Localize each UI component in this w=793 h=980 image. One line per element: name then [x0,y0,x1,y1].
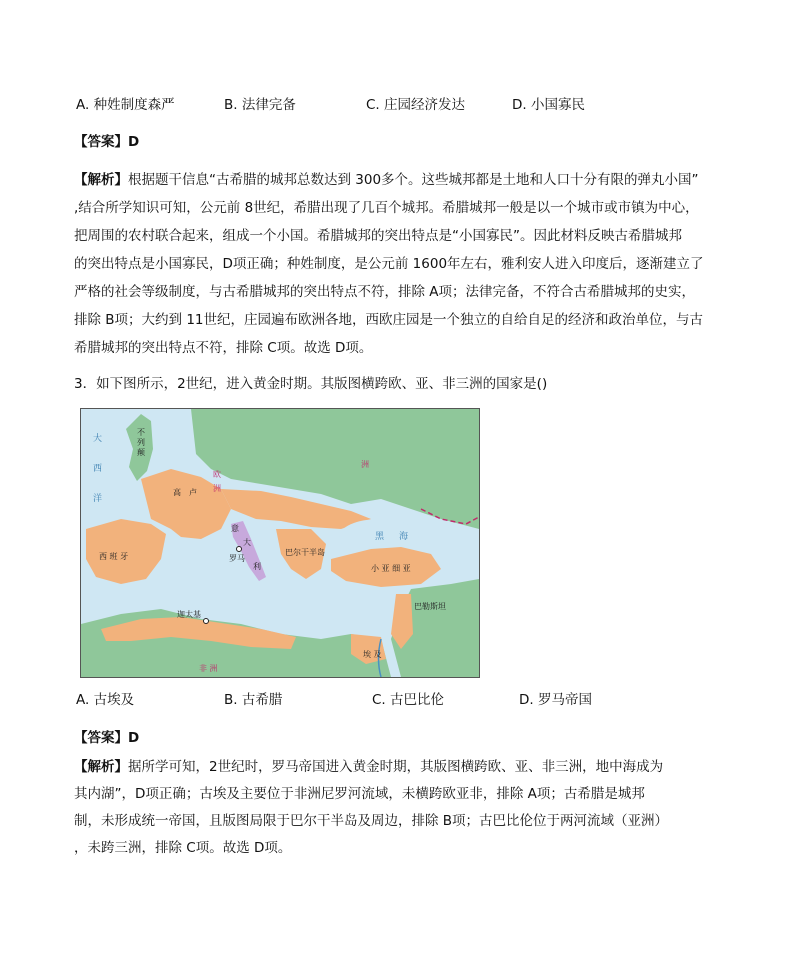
q2-answer [74,132,139,152]
q3-analysis-line-2: 其内湖”，D项正确；古埃及主要位于非洲尼罗河流域，未横跨欧亚非，排除 A项；古希腊是城邦 [74,786,645,802]
map-label-spain: 西 班 牙 [99,552,129,561]
q2-analysis-line-4: 的突出特点是小国寡民，D项正确；种姓制度，是公元前 1600年左右，雅利安人进入印度后，逐渐建立了 [74,256,704,272]
q3-analysis-line-3: 制，未形成统一帝国，且版图局限于巴尔干半岛及周边，排除 B项；古巴比伦位于两河流域（亚洲） [74,813,669,829]
rome-marker-icon [237,547,242,552]
q2-option-a: A. 种姓制度森严 [76,97,175,113]
map-label-balkan: 巴尔干半岛 [285,548,325,557]
map-label-gaul1: 高 [173,488,181,497]
q3-option-b: B. 古希腊 [224,692,283,708]
q3-option-a: A. 古埃及 [76,692,135,708]
q2-option-b: B. 法律完备 [224,97,296,113]
q2-analysis-line-2: ,结合所学知识可知，公元前 8世纪，希腊出现了几百个城邦。希腊城邦一般是以一个城市或市镇为中心， [74,200,699,216]
q2-answer-label: 【答案】 [74,134,128,150]
map-label-britain2: 列 [137,438,145,447]
q3-answer-value: D [128,730,140,746]
map-label-europe2: 洲 [213,484,221,493]
map-label-asia: 洲 [361,460,369,469]
map-label-ocean3: 洋 [93,494,103,504]
q3-answer [74,728,139,748]
map-label-carthage: 迦太基 [177,610,201,619]
q2-analysis-label: 【解析】 [74,172,128,188]
q2-analysis-line-3: 把周围的农村联合起来，组成一个小国。希腊城邦的突出特点是“小国寡民”。因此材料反映古希腊城邦 [74,228,682,244]
map-label-gaul2: 卢 [189,488,197,497]
q3-analysis-label: 【解析】 [74,759,128,775]
map-label-italy2: 大 [243,538,251,547]
q3-answer-label: 【答案】 [74,730,128,746]
q3-analysis-line-4: ，未跨三洲，排除 C项。故选 D项。 [74,840,292,856]
q3-option-c: C. 古巴比伦 [372,692,445,708]
map-label-italy1: 意 [231,524,239,533]
map-label-rome: 罗马 [229,554,245,563]
q2-answer-value: D [128,134,140,150]
map-label-ocean2: 西 [93,464,103,474]
q2-analysis-line-5: 严格的社会等级制度，与古希腊城邦的突出特点不符，排除 A项；法律完备，不符合古希腊城邦的史实， [74,284,696,300]
map-label-palestine: 巴勒斯坦 [414,602,446,611]
map-label-egypt: 埃 及 [363,650,382,659]
q2-analysis-line-6: 排除 B项；大约到 11世纪，庄园遍布欧洲各地，西欧庄园是一个独立的自给自足的经济和政治单位，与古 [74,312,704,328]
q2-analysis-line-7: 希腊城邦的突出特点不符，排除 C项。故选 D项。 [74,340,373,356]
q3-analysis-line-1: 【解析】据所学可知，2世纪时，罗马帝国进入黄金时期，其版图横跨欧、亚、非三洲，地中海成为 [74,759,664,775]
map-label-black-sea: 黑 [375,532,385,542]
map-label-sea-char: 海 [399,532,409,542]
q2-option-d: D. 小国寡民 [512,97,585,113]
q2-analysis-line-1: 【解析】根据题干信息“古希腊的城邦总数达到 300多个。这些城邦都是土地和人口十分有限的弹丸小国” [74,172,699,188]
q2-option-c: C. 庄园经济发达 [366,97,466,113]
roman-empire-map [80,408,480,678]
q3-option-d: D. 罗马帝国 [519,692,592,708]
map-label-britain1: 不 [137,428,145,437]
map-label-africa: 非 洲 [199,664,218,673]
carthage-marker-icon [204,619,209,624]
q3-stem: 3．如下图所示，2世纪，进入黄金时期。其版图横跨欧、亚、非三洲的国家是() [74,376,548,392]
map-label-asia-minor: 小 亚 细 亚 [371,564,411,573]
map-label-britain3: 颠 [137,448,145,457]
map-label-europe1: 欧 [213,470,221,479]
map-label-ocean1: 大 [93,434,103,444]
map-label-italy3: 利 [253,562,261,571]
